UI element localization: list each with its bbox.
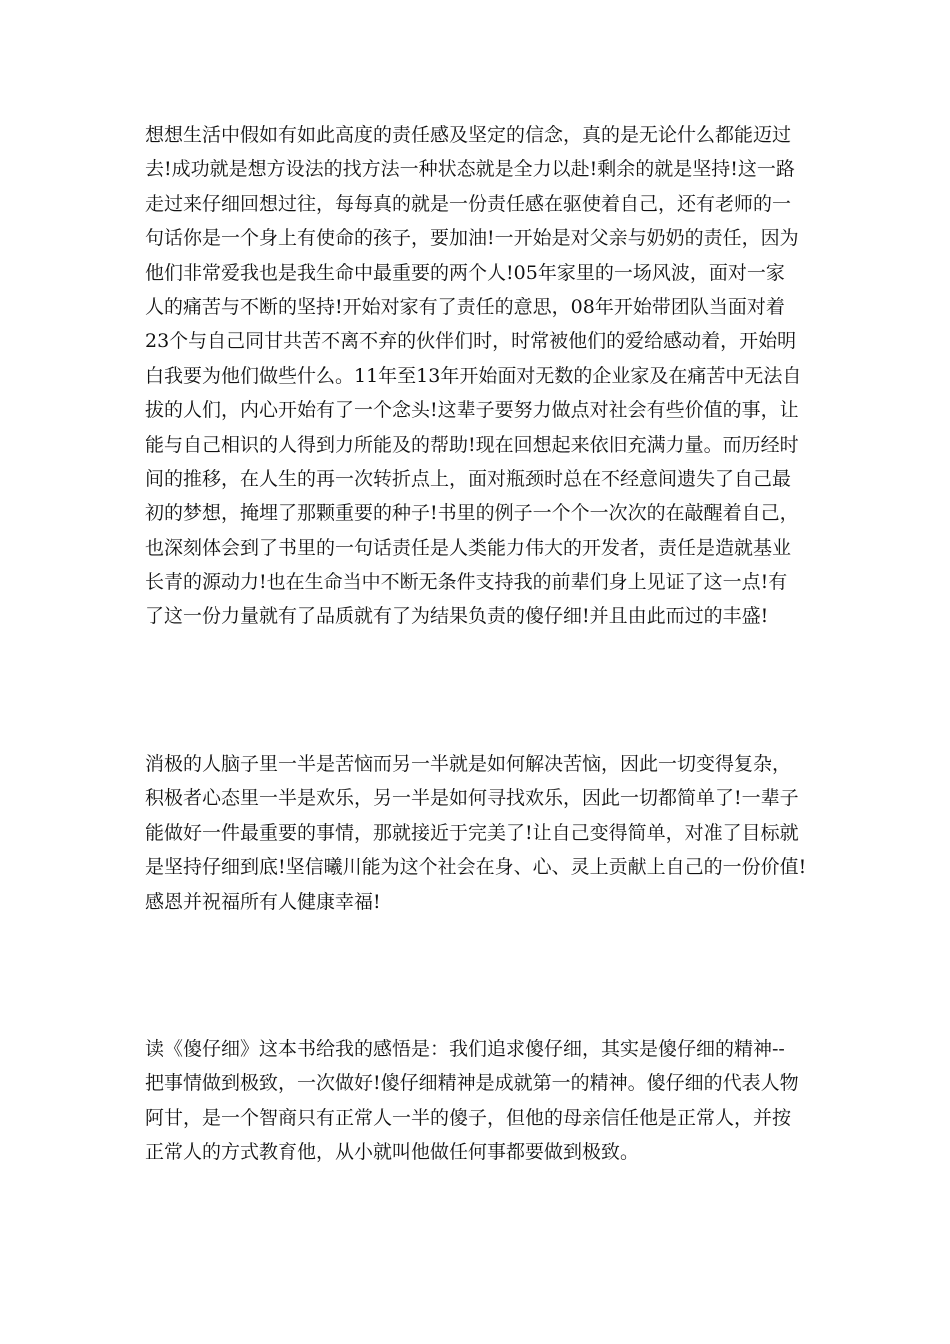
text-line: 去!成功就是想方设法的找方法一种状态就是全力以赴!剩余的就是坚持!这一路 <box>145 158 795 181</box>
text-line: 也深刻体会到了书里的一句话责任是人类能力伟大的开发者，责任是造就基业 <box>145 536 792 559</box>
text-line: 长青的源动力!也在生命当中不断无条件支持我的前辈们身上见证了这一点!有 <box>145 571 788 594</box>
paragraph-book-reflection <box>145 1032 825 1170</box>
paragraph-responsibility <box>145 118 825 634</box>
text-line: 想想生活中假如有如此高度的责任感及坚定的信念，真的是无论什么都能迈过 <box>145 124 792 146</box>
text-line: 他们非常爱我也是我生命中最重要的两个人!05年家里的一场风波，面对一家 <box>145 261 785 284</box>
text-line: 能做好一件最重要的事情，那就接近于完美了!让自己变得简单，对准了目标就 <box>145 821 799 844</box>
text-line: 感恩并祝福所有人健康幸福! <box>145 890 381 913</box>
text-line: 23个与自己同甘共苦不离不弃的伙伴们时，时常被他们的爱给感动着，开始明 <box>145 330 797 353</box>
paragraph-simplicity <box>145 747 825 919</box>
text-line: 正常人的方式教育他，从小就叫他做任何事都要做到极致。 <box>145 1141 640 1164</box>
text-line: 消极的人脑子里一半是苦恼而另一半就是如何解决苦恼，因此一切变得复杂， <box>145 753 792 775</box>
text-line: 拔的人们，内心开始有了一个念头!这辈子要努力做点对社会有些价值的事，让 <box>145 399 799 422</box>
text-line: 能与自己相识的人得到力所能及的帮助!现在回想起来依旧充满力量。而历经时 <box>145 433 799 456</box>
text-line: 走过来仔细回想过往，每每真的就是一份责任感在驱使着自己，还有老师的一 <box>145 192 792 215</box>
text-line: 积极者心态里一半是欢乐，另一半是如何寻找欢乐，因此一切都简单了!一辈子 <box>145 787 799 810</box>
text-line: 间的推移，在人生的再一次转折点上，面对瓶颈时总在不经意间遗失了自己最 <box>145 467 792 490</box>
text-line: 白我要为他们做些什么。11年至13年开始面对无数的企业家及在痛苦中无法自 <box>145 364 802 387</box>
text-line: 阿甘，是一个智商只有正常人一半的傻子，但他的母亲信任他是正常人，并按 <box>145 1106 792 1129</box>
text-line: 句话你是一个身上有使命的孩子，要加油!一开始是对父亲与奶奶的责任，因为 <box>145 227 799 250</box>
text-line: 读《傻仔细》这本书给我的感悟是：我们追求傻仔细，其实是傻仔细的精神-- <box>145 1038 785 1060</box>
text-line: 把事情做到极致，一次做好!傻仔细精神是成就第一的精神。傻仔细的代表人物 <box>145 1072 799 1095</box>
text-line: 了这一份力量就有了品质就有了为结果负责的傻仔细!并且由此而过的丰盛! <box>145 605 769 628</box>
text-line: 人的痛苦与不断的坚持!开始对家有了责任的意思，08年开始带团队当面对着 <box>145 295 785 318</box>
text-line: 初的梦想，掩埋了那颗重要的种子!书里的例子一个个一次次的在敲醒着自己， <box>145 502 799 525</box>
text-line: 是坚持仔细到底!坚信曦川能为这个社会在身、心、灵上贡献上自己的一份价值! <box>145 856 807 879</box>
